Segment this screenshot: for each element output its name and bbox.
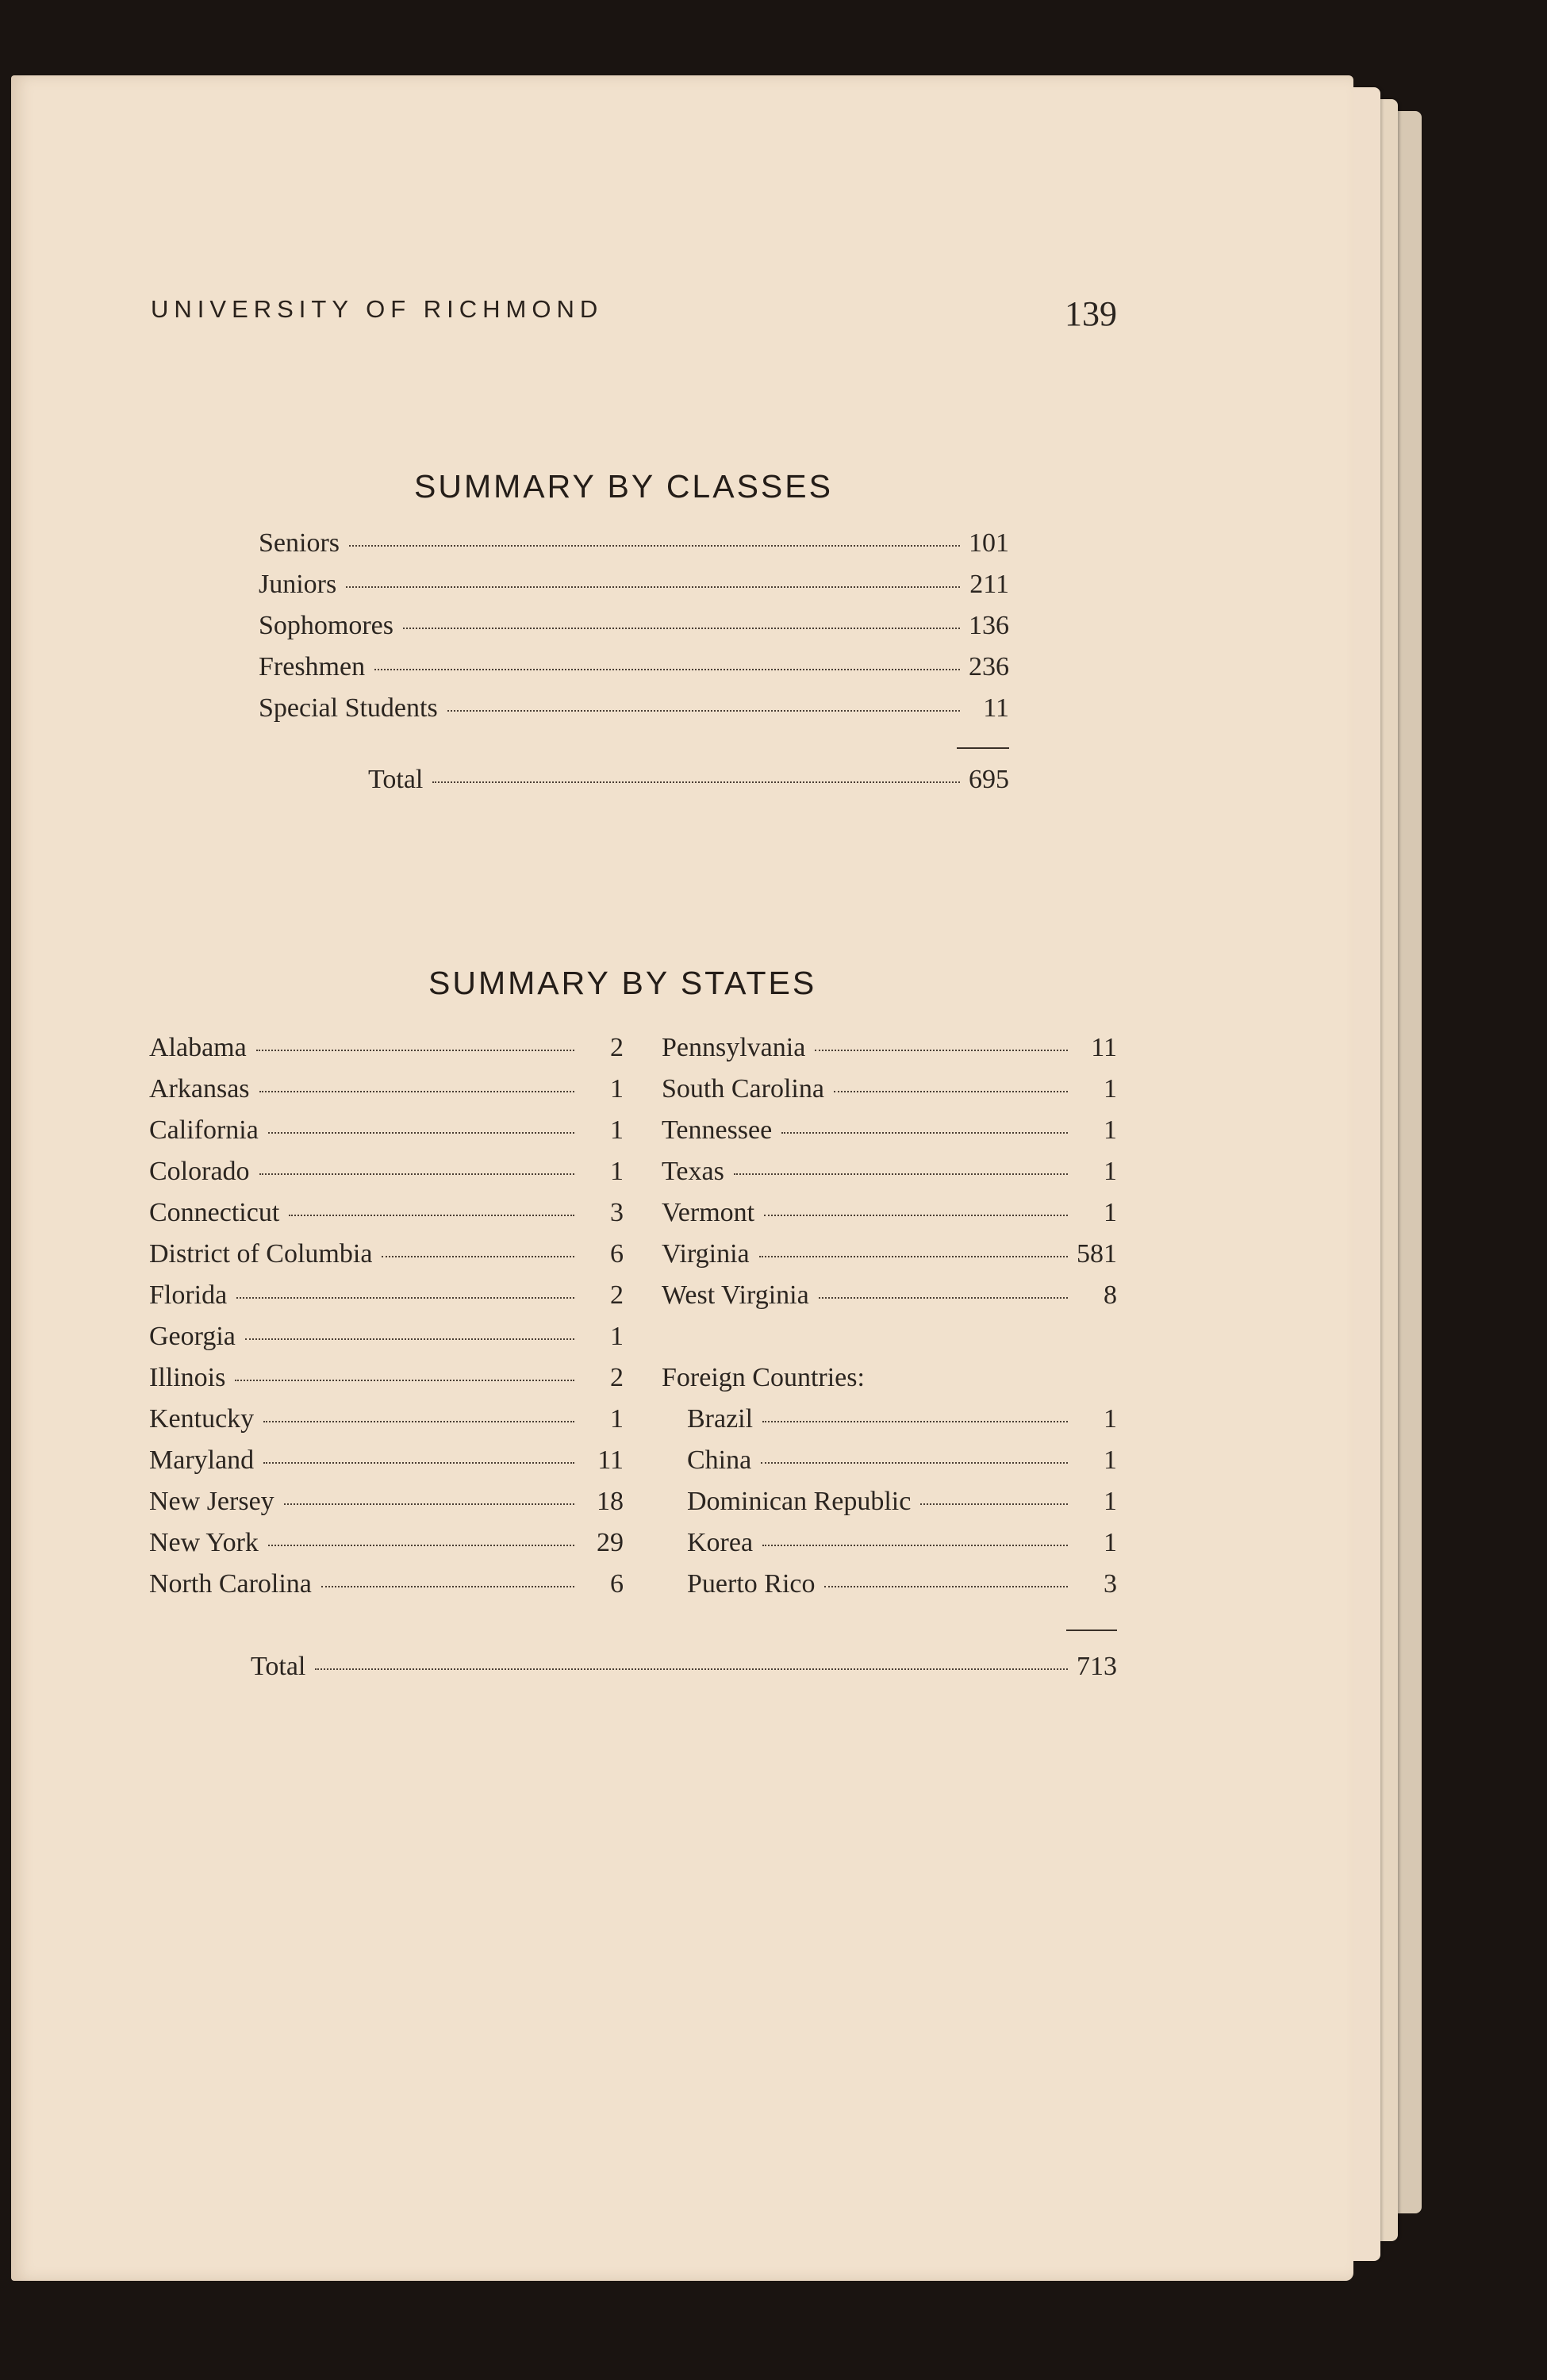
state-name: New York [149, 1528, 259, 1557]
state-count: 581 [1077, 1239, 1117, 1269]
state-name: California [149, 1115, 259, 1145]
state-row [149, 1238, 624, 1271]
state-name: Arkansas [149, 1074, 250, 1104]
state-count: 29 [597, 1528, 624, 1557]
page-number: 139 [1065, 294, 1117, 333]
country-row [687, 1568, 1117, 1601]
state-count: 1 [1104, 1074, 1117, 1104]
country-count: 1 [1104, 1404, 1117, 1434]
foreign-heading-text: Foreign Countries: [662, 1363, 865, 1392]
state-row [149, 1403, 624, 1436]
country-count: 1 [1104, 1528, 1117, 1557]
classes-row [259, 568, 1009, 601]
classes-row [259, 609, 1009, 643]
state-count: 8 [1104, 1280, 1117, 1310]
state-count: 3 [610, 1198, 624, 1227]
classes-title: SUMMARY BY CLASSES [414, 468, 833, 505]
state-row [149, 1114, 624, 1147]
state-row [662, 1279, 1117, 1312]
state-count: 1 [1104, 1198, 1117, 1227]
total-value: 713 [1077, 1652, 1117, 1681]
state-name: South Carolina [662, 1074, 824, 1104]
state-row [149, 1526, 624, 1560]
country-row [687, 1485, 1117, 1518]
row-label: Sophomores [259, 611, 393, 640]
row-value: 236 [969, 652, 1009, 681]
total-label: Total [368, 765, 424, 794]
states-title: SUMMARY BY STATES [428, 965, 817, 1001]
state-name: Connecticut [149, 1198, 280, 1227]
country-count: 1 [1104, 1487, 1117, 1516]
country-name: China [687, 1445, 752, 1475]
country-row [687, 1444, 1117, 1477]
total-value: 695 [969, 765, 1009, 794]
state-count: 2 [610, 1280, 624, 1310]
state-name: West Virginia [662, 1280, 809, 1310]
state-name: Virginia [662, 1239, 750, 1269]
classes-total-row [368, 763, 1009, 797]
country-count: 3 [1104, 1569, 1117, 1599]
state-row [149, 1361, 624, 1395]
state-name: Tennessee [662, 1115, 773, 1145]
state-row [149, 1196, 624, 1230]
state-count: 18 [597, 1487, 624, 1516]
state-name: Illinois [149, 1363, 226, 1392]
state-count: 11 [597, 1445, 624, 1475]
state-row [662, 1031, 1117, 1065]
state-count: 1 [1104, 1115, 1117, 1145]
state-count: 1 [610, 1074, 624, 1104]
state-row [662, 1196, 1117, 1230]
classes-row [259, 651, 1009, 684]
states-total-row [251, 1650, 1117, 1683]
state-row [149, 1320, 624, 1353]
row-value: 101 [969, 528, 1009, 558]
row-label: Seniors [259, 528, 340, 558]
foreign-heading [662, 1361, 865, 1395]
state-count: 1 [1104, 1157, 1117, 1186]
running-header: UNIVERSITY OF RICHMOND [151, 295, 604, 323]
country-row [687, 1403, 1117, 1436]
state-name: Pennsylvania [662, 1033, 806, 1062]
row-label: Juniors [259, 570, 337, 599]
state-row [149, 1073, 624, 1106]
state-name: Georgia [149, 1322, 236, 1351]
row-label: Special Students [259, 693, 438, 723]
state-name: District of Columbia [149, 1239, 373, 1269]
state-row [149, 1444, 624, 1477]
state-count: 2 [610, 1363, 624, 1392]
total-label: Total [251, 1652, 306, 1681]
state-name: Texas [662, 1157, 724, 1186]
state-name: New Jersey [149, 1487, 274, 1516]
total-rule [1066, 1630, 1117, 1631]
state-name: Vermont [662, 1198, 755, 1227]
state-row [149, 1155, 624, 1188]
state-row [662, 1238, 1117, 1271]
state-row [149, 1031, 624, 1065]
state-row [662, 1155, 1117, 1188]
country-name: Korea [687, 1528, 754, 1557]
country-name: Brazil [687, 1404, 754, 1434]
state-count: 1 [610, 1322, 624, 1351]
classes-row [259, 692, 1009, 725]
state-name: Alabama [149, 1033, 247, 1062]
country-name: Dominican Republic [687, 1487, 912, 1516]
state-count: 1 [610, 1115, 624, 1145]
row-value: 11 [983, 693, 1009, 723]
state-row [662, 1114, 1117, 1147]
state-row [149, 1568, 624, 1601]
state-row [662, 1073, 1117, 1106]
state-count: 1 [610, 1157, 624, 1186]
state-name: Kentucky [149, 1404, 255, 1434]
state-count: 2 [610, 1033, 624, 1062]
country-name: Puerto Rico [687, 1569, 816, 1599]
state-name: Florida [149, 1280, 228, 1310]
country-row [687, 1526, 1117, 1560]
row-value: 211 [969, 570, 1009, 599]
state-count: 6 [610, 1569, 624, 1599]
state-row [149, 1485, 624, 1518]
classes-row [259, 527, 1009, 560]
state-count: 6 [610, 1239, 624, 1269]
row-label: Freshmen [259, 652, 366, 681]
state-name: Colorado [149, 1157, 250, 1186]
total-rule [957, 747, 1009, 749]
state-name: Maryland [149, 1445, 255, 1475]
country-count: 1 [1104, 1445, 1117, 1475]
row-value: 136 [969, 611, 1009, 640]
state-count: 11 [1091, 1033, 1117, 1062]
state-name: North Carolina [149, 1569, 312, 1599]
state-row [149, 1279, 624, 1312]
state-count: 1 [610, 1404, 624, 1434]
